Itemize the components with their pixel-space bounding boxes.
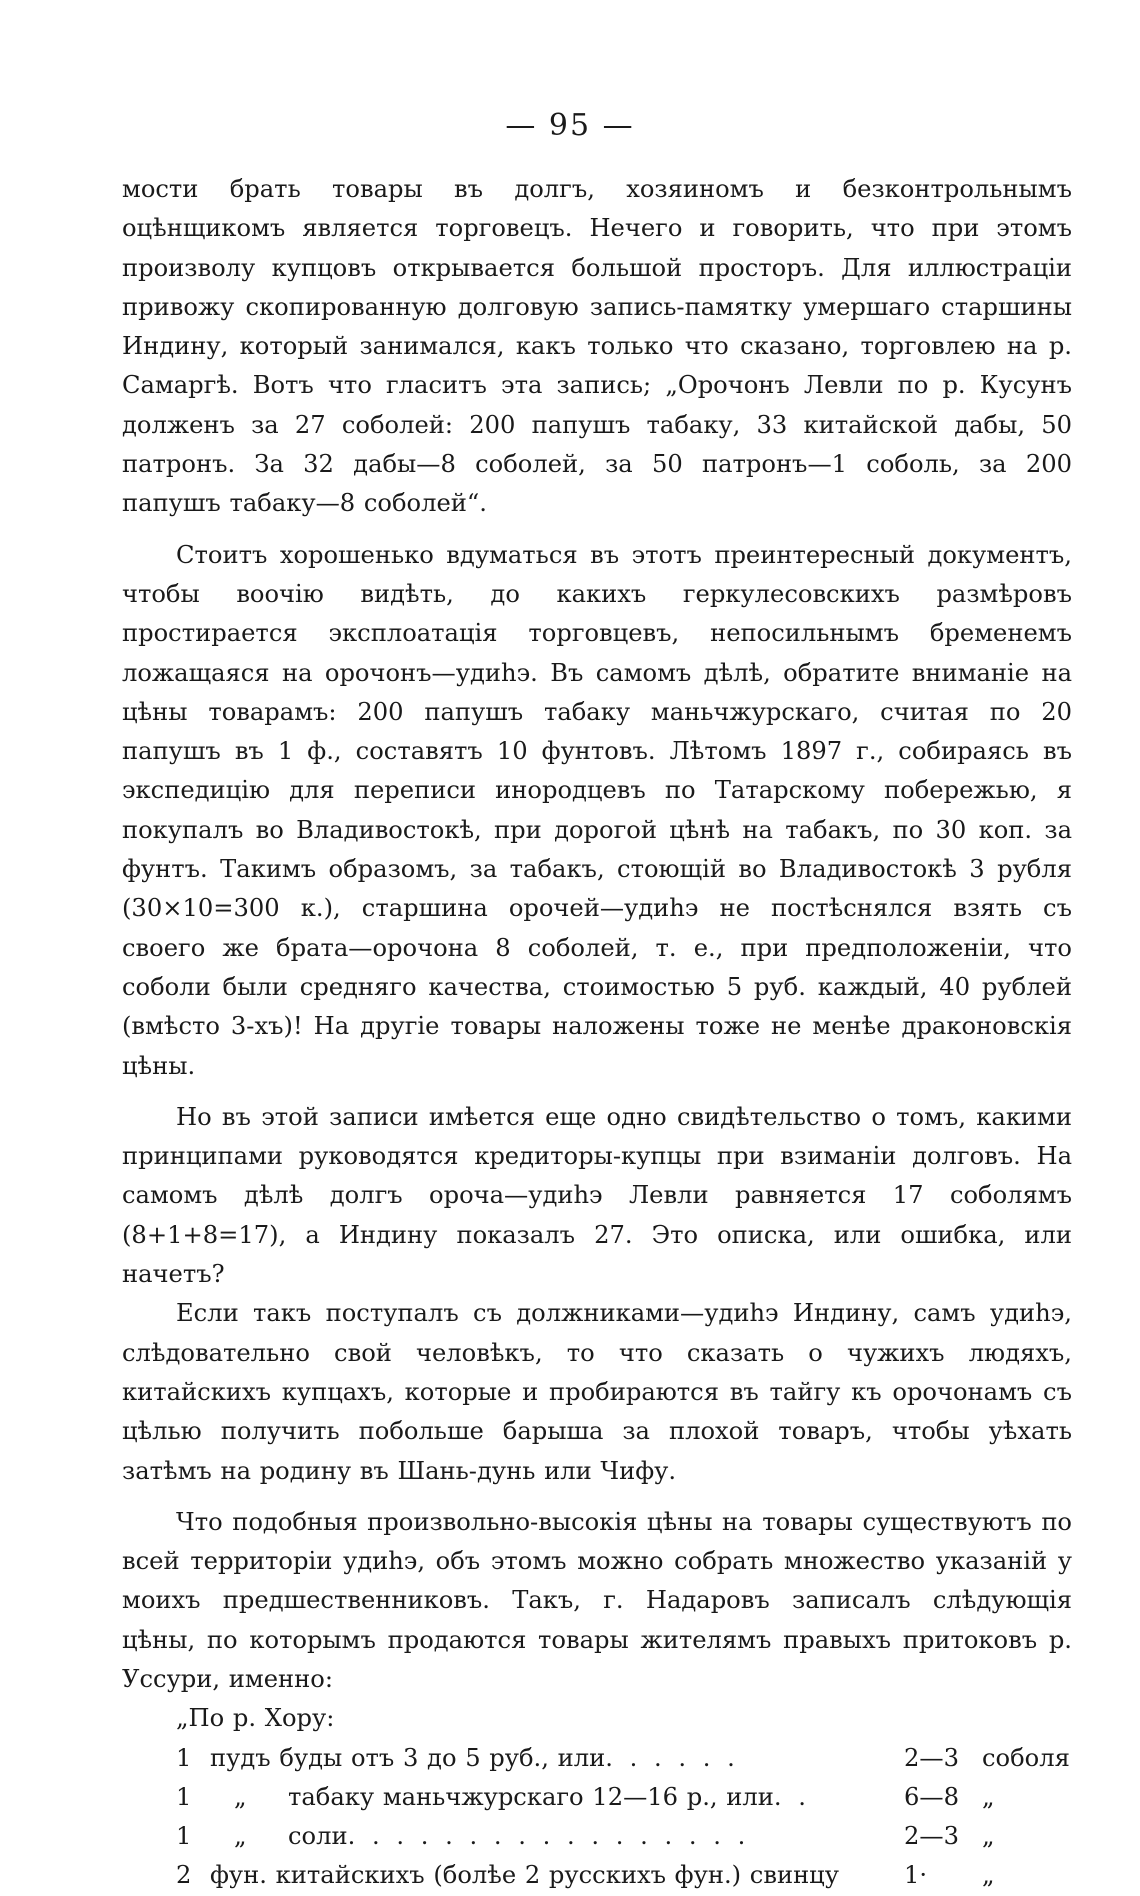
item-description: пудъ буды отъ 3 до 5 руб., или <box>210 1743 606 1772</box>
paragraph-1: мости брать товары въ долгъ, хозяиномъ и безконтрольнымъ оцѣнщикомъ является торговецъ. Нечего и говорить, что при этомъ произволу купцовъ открывается большой просторъ. Для иллюстраціи привожу скопированную долговую запись-памятку умершаго старшины Индину, который занимался, какъ только что сказано, торговлею на р. Самаргѣ. Вотъ что гласитъ эта запись; „Орочонъ Левли по р. Кусунъ долженъ за 27 соболей: 200 папушъ табаку, 33 китайской дабы, 50 патронъ. За 32 дабы—8 соболей, за 50 патронъ—1 соболь, за 200 папушъ табаку—8 соболей“. <box>122 175 1072 518</box>
leader-dots: . . . . . . . . . . . . . . . . . <box>347 1822 750 1851</box>
item-price: 6—8 <box>904 1782 959 1811</box>
price-list-item <box>176 1739 1072 1778</box>
body-text <box>122 170 1072 1896</box>
price-list-item <box>176 1778 1072 1817</box>
leader-dots <box>839 1856 904 1895</box>
item-quantity: 1 <box>176 1743 192 1772</box>
paragraph-2: Стоитъ хорошенько вдуматься въ этотъ преинтересный документъ, чтобы воочію видѣть, до какихъ геркулесовскихъ размѣровъ простирается эксплоатація торговцевъ, непосильнымъ бременемъ ложащаяся на орочонъ—удиһэ. Въ самомъ дѣлѣ, обратите вниманіе на цѣны товарамъ: 200 папушъ табаку маньчжурскаго, считая по 20 папушъ въ 1 ф., составятъ 10 фунтовъ. Лѣтомъ 1897 г., собираясь въ экспедицію для переписи инородцевъ по Татарскому побережью, я покупалъ во Владивостокѣ, при дорогой цѣнѣ на табакъ, по 30 коп. за фунтъ. Такимъ образомъ, за табакъ, стоющій во Владивостокѣ 3 рубля (30×10=300 к.), старшина орочей—удиһэ не постѣснялся взять съ своего же брата—орочона 8 соболей, т. е., при предположеніи, что соболи были средняго качества, стоимостью 5 руб. каждый, 40 рублей (вмѣсто 3-хъ)! На другіе товары наложены тоже не менѣе драконовскія цѣны. <box>122 540 1072 1080</box>
item-description: фун. китайскихъ (болѣе 2 русскихъ фун.) свинцу <box>210 1861 839 1890</box>
price-list <box>176 1699 1072 1895</box>
item-quantity: 2 <box>176 1861 192 1890</box>
page-number: — 95 — <box>505 108 635 143</box>
paragraph-3: Но въ этой записи имѣется еще одно свидѣтельство о томъ, какими принципами руководятся кредиторы-купцы при взиманіи долговъ. На самомъ дѣлѣ долгъ ороча—удиһэ Левли равняется 17 соболямъ (8+1+8=17), а Индину показалъ 27. Это описка, или ошибка, или начетъ? <box>122 1102 1072 1289</box>
item-price: 1· <box>904 1861 928 1890</box>
leader-dots: . . <box>773 1782 810 1811</box>
ditto-mark: „ <box>234 1822 247 1851</box>
price-list-heading: „По р. Хору: <box>176 1704 335 1733</box>
item-unit: „ <box>982 1822 995 1851</box>
item-quantity: 1 <box>176 1822 192 1851</box>
ditto-mark: „ <box>234 1782 247 1811</box>
leader-dots: . . . . . . <box>605 1743 739 1772</box>
item-price: 2—3 <box>904 1822 959 1851</box>
paragraph-5: Что подобныя произвольно-высокія цѣны на товары существуютъ по всей территоріи удиһэ, объ этомъ можно собрать множество указаній у моихъ предшественниковъ. Такъ, г. Надаровъ записалъ слѣдующія цѣны, по которымъ продаются товары жителямъ правыхъ притоковъ р. Уссури, именно: <box>122 1507 1072 1693</box>
item-unit: соболя <box>982 1743 1070 1772</box>
item-unit: „ <box>982 1861 995 1890</box>
item-description: табаку маньчжурскаго 12—16 р., или <box>288 1782 774 1811</box>
item-unit: „ <box>982 1782 995 1811</box>
item-description: соли <box>288 1822 348 1851</box>
item-quantity: 1 <box>176 1782 192 1811</box>
paragraph-4: Если такъ поступалъ съ должниками—удиһэ Индину, самъ удиһэ, слѣдовательно свой человѣкъ, то что сказать о чужихъ людяхъ, китайскихъ купцахъ, которые и пробираются въ тайгу къ орочонамъ съ цѣлью получить побольше барыша за плохой товаръ, чтобы уѣхать затѣмъ на родину въ Шань-дунь или Чифу. <box>122 1299 1072 1485</box>
price-list-item <box>176 1856 1072 1895</box>
item-price: 2—3 <box>904 1743 959 1772</box>
price-list-item <box>176 1817 1072 1856</box>
